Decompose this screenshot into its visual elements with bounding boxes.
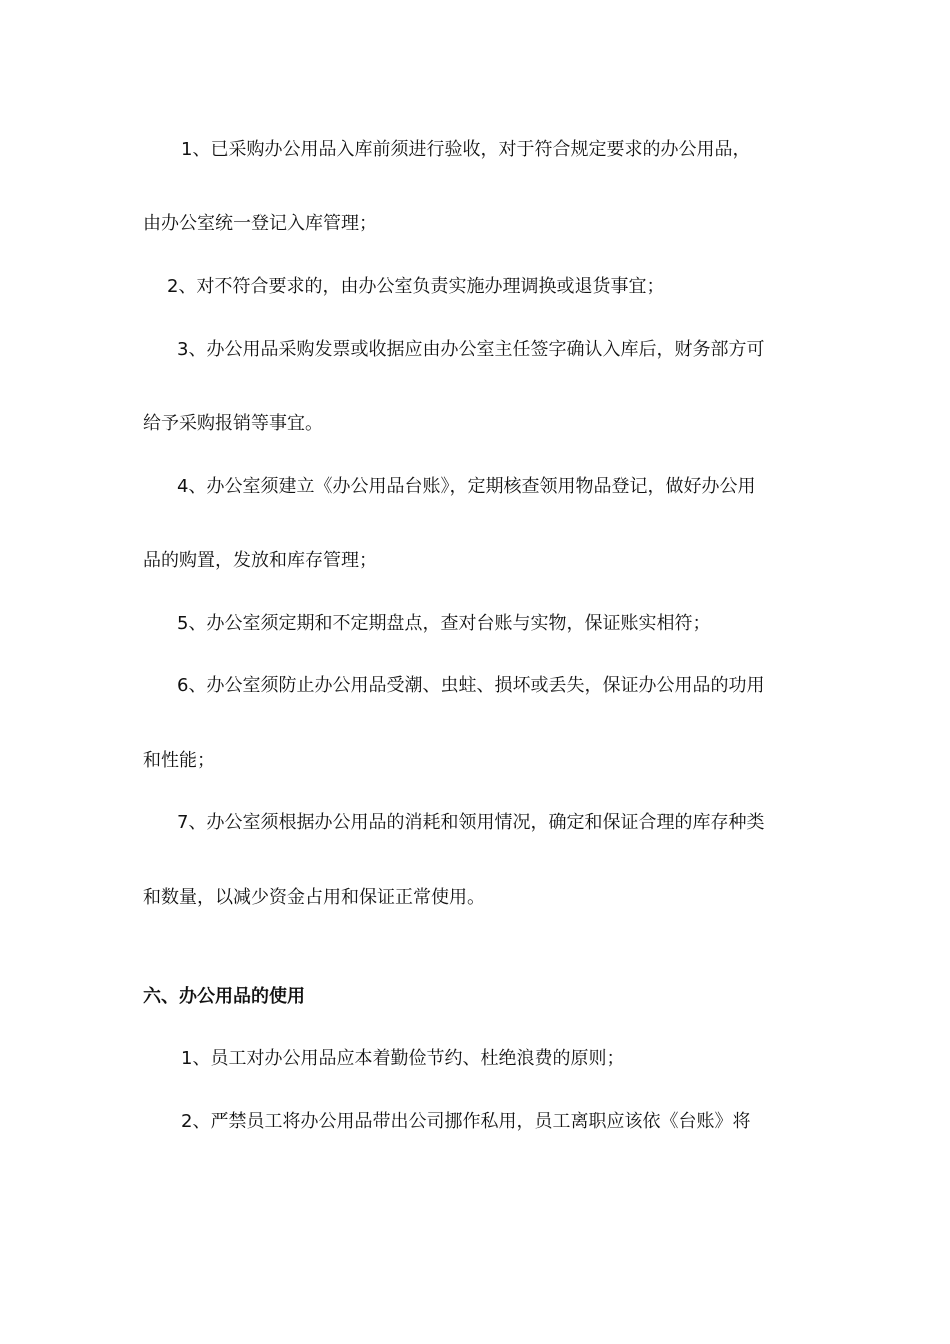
paragraph-2-line-1: 2、对不符合要求的，由办公室负责实施办理调换或退货事宜；	[167, 276, 665, 297]
paragraph-3-line-1: 3、办公用品采购发票或收据应由办公室主任签字确认入库后，财务部方可	[177, 339, 765, 360]
section-paragraph-1-line-1: 1、员工对办公用品应本着勤俭节约、杜绝浪费的原则；	[181, 1048, 625, 1069]
paragraph-6-line-2: 和性能；	[143, 750, 215, 771]
section-paragraph-2-line-1: 2、严禁员工将办公用品带出公司挪作私用，员工离职应该依《台账》将	[181, 1111, 751, 1132]
paragraph-1-line-2: 由办公室统一登记入库管理；	[143, 213, 377, 234]
section-heading: 六、办公用品的使用	[143, 986, 305, 1007]
paragraph-4-line-1: 4、办公室须建立《办公用品台账》，定期核查领用物品登记，做好办公用	[177, 476, 756, 497]
paragraph-7-line-1: 7、办公室须根据办公用品的消耗和领用情况，确定和保证合理的库存种类	[177, 812, 765, 833]
paragraph-3-line-2: 给予采购报销等事宜。	[143, 413, 323, 434]
paragraph-7-line-2: 和数量，以减少资金占用和保证正常使用。	[143, 887, 485, 908]
paragraph-6-line-1: 6、办公室须防止办公用品受潮、虫蛀、损坏或丢失，保证办公用品的功用	[177, 675, 765, 696]
paragraph-5-line-1: 5、办公室须定期和不定期盘点，查对台账与实物，保证账实相符；	[177, 613, 711, 634]
paragraph-1-line-1: 1、已采购办公用品入库前须进行验收，对于符合规定要求的办公用品，	[181, 139, 751, 160]
paragraph-4-line-2: 品的购置，发放和库存管理；	[143, 550, 377, 571]
